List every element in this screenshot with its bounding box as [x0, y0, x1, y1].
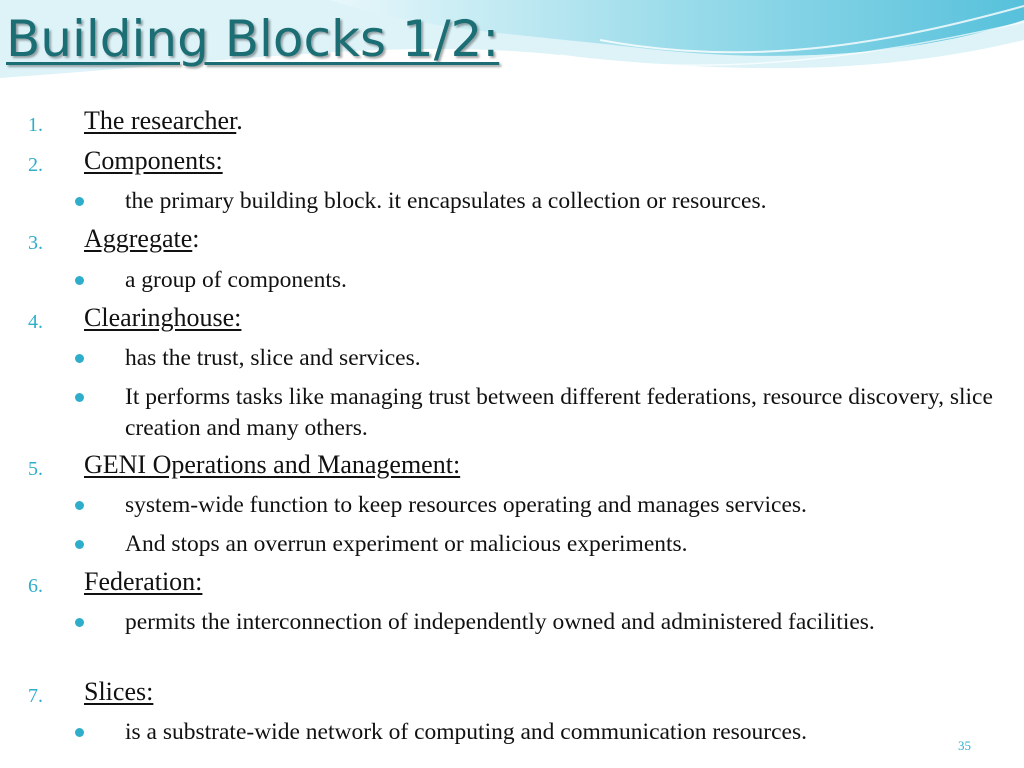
bullet-text: is a substrate-wide network of computing and communication resources.	[125, 719, 807, 745]
bullet-icon	[75, 728, 84, 737]
bullet-text: system-wide function to keep resources operating and manages services.	[125, 492, 807, 518]
bullet-icon	[75, 618, 84, 627]
bullet-icon	[75, 393, 84, 402]
bullet-icon	[75, 197, 84, 206]
list-heading-text: Clearinghouse:	[84, 303, 242, 332]
list-number: 6.	[28, 575, 43, 597]
list-heading-text: Aggregate	[84, 224, 193, 253]
bullet-icon	[75, 354, 84, 363]
bullet-icon	[75, 501, 84, 510]
list-heading	[84, 567, 202, 597]
list-heading	[84, 146, 223, 176]
bullet-text: And stops an overrun experiment or malicious experiments.	[125, 531, 688, 557]
list-heading-text: Slices:	[84, 677, 154, 706]
list-number: 7.	[28, 685, 43, 707]
list-heading-text: The researcher	[84, 106, 237, 135]
bullet-text: has the trust, slice and services.	[125, 345, 421, 371]
list-number: 2.	[28, 154, 43, 176]
list-heading	[84, 106, 243, 136]
list-heading-text: Components:	[84, 146, 223, 175]
list-heading	[84, 677, 153, 707]
bullet-text: a group of components.	[125, 267, 347, 293]
bullet-text: the primary building block. it encapsulates a collection or resources.	[125, 188, 767, 214]
list-heading-text: GENI Operations and Management:	[84, 450, 461, 479]
bullet-icon	[75, 540, 84, 549]
slide-page-number: 35	[958, 738, 971, 753]
list-heading	[84, 303, 241, 333]
list-number: 4.	[28, 311, 43, 333]
bullet-text: It performs tasks like managing trust between different federations, resource discovery, slice creation and many others.	[125, 384, 993, 441]
list-heading-suffix: .	[236, 106, 243, 135]
page-title: Building Blocks 1/2:	[6, 10, 500, 68]
list-heading	[84, 224, 200, 254]
list-number: 5.	[28, 458, 43, 480]
list-number: 3.	[28, 232, 43, 254]
list-heading-suffix: :	[192, 224, 200, 253]
bullet-text: permits the interconnection of independently owned and administered facilities.	[125, 609, 875, 635]
list-heading	[84, 450, 460, 480]
list-heading-text: Federation:	[84, 567, 203, 596]
list-number: 1.	[28, 114, 43, 136]
bullet-icon	[75, 276, 84, 285]
